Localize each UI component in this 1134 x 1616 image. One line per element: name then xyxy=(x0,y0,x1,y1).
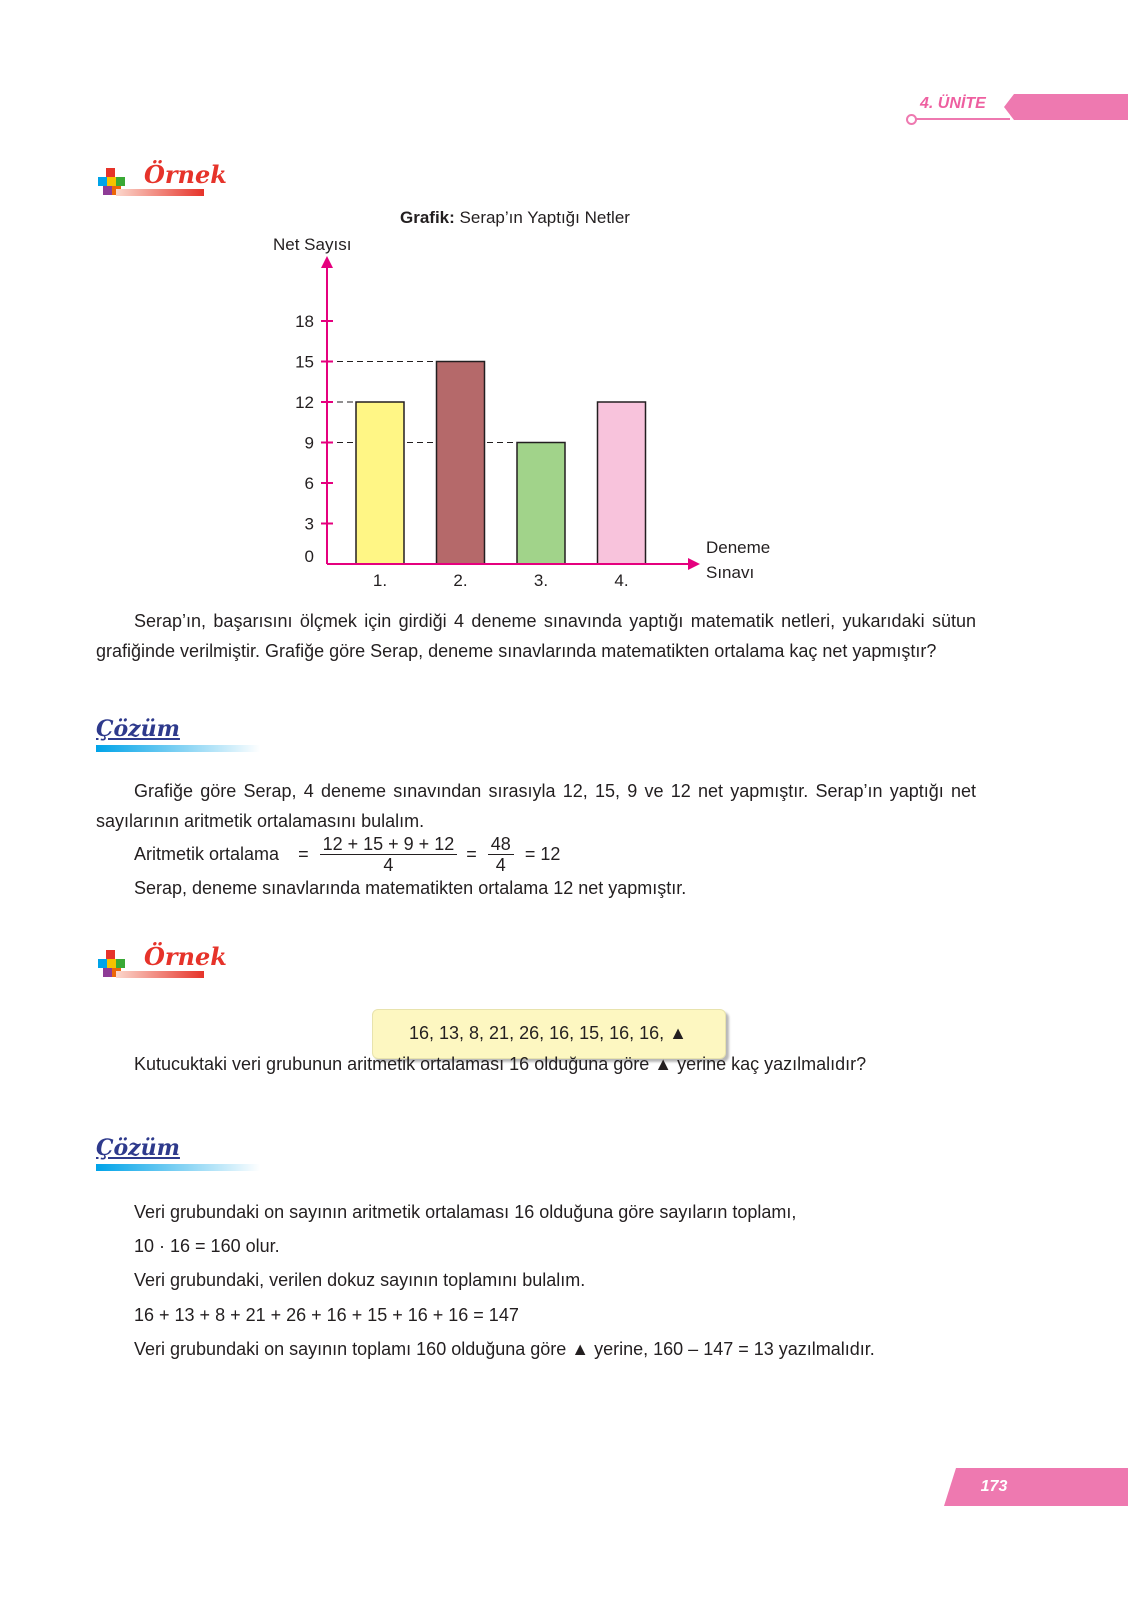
example-1-label: Örnek xyxy=(144,160,227,189)
fraction-total-numerator: 48 xyxy=(488,834,514,855)
solution-2-label: Çözüm xyxy=(96,1135,180,1161)
solution-2-line: Veri grubundaki on sayının aritmetik ortalaması 16 olduğuna göre sayıların toplamı, xyxy=(134,1202,797,1222)
solution-1-text: Grafiğe göre Serap, 4 deneme sınavından sırasıyla 12, 15, 9 ve 12 net yapmıştır. Serap’ın yaptığı net sayılarının aritmetik ortalamasını bulalım. xyxy=(96,781,976,831)
unit-tab-line xyxy=(912,118,1010,120)
y-axis-title: Net Sayısı xyxy=(273,235,352,254)
formula-equals-2: = xyxy=(466,844,477,864)
fraction-sum-denominator: 4 xyxy=(383,855,394,875)
unit-tab-background xyxy=(1004,94,1128,120)
solution-1-body xyxy=(96,776,976,836)
y-tick-label: 6 xyxy=(304,474,314,493)
page-number: 173 xyxy=(980,1478,1008,1495)
solution-2-line: Veri grubundaki on sayının toplamı 160 olduğuna göre ▲ yerine, 160 – 147 = 13 yazılmalıdır. xyxy=(134,1339,875,1359)
y-tick-label: 3 xyxy=(304,514,314,534)
x-category-label: 1. xyxy=(372,571,388,590)
unit-label: 4. ÜNİTE xyxy=(920,95,986,112)
fraction-total-denominator: 4 xyxy=(495,855,506,875)
fraction-sum-numerator: 12 + 15 + 9 + 12 xyxy=(320,834,458,855)
chart-title-bold: Grafik: xyxy=(400,208,455,227)
x-axis-title-line2: Sınavı xyxy=(706,563,755,582)
formula-result: = 12 xyxy=(524,844,561,864)
example-2-question: Kutucuktaki veri grubunun aritmetik ortalaması 16 olduğuna göre ▲ yerine kaç yazılmalıdır? xyxy=(134,1054,867,1074)
y-tick-label: 0 xyxy=(304,547,314,566)
solution-1-underline xyxy=(96,745,260,752)
x-category-label: 3. xyxy=(533,571,549,590)
chart-title-text: Serap’ın Yaptığı Netler xyxy=(454,208,630,227)
bar-chart xyxy=(260,228,820,598)
example-1-question-text: Serap’ın, başarısını ölçmek için girdiği 4 deneme sınavında yaptığı matematik netleri, yukarıdaki sütun grafiğinde verilmiştir. Grafiğe göre Serap, deneme sınavlarında matematikten ortalama kaç net yapmıştır? xyxy=(96,611,976,661)
x-category-label: 4. xyxy=(614,571,629,590)
x-axis-title-line1: Deneme xyxy=(706,538,771,557)
bar-1 xyxy=(356,402,404,564)
solution-1-label: Çözüm xyxy=(96,716,180,742)
bar-3 xyxy=(517,443,565,565)
y-tick-label: 9 xyxy=(304,433,314,453)
formula-equals-1: = xyxy=(298,844,309,864)
y-tick-label: 12 xyxy=(295,393,314,412)
unit-tab-dot xyxy=(906,114,917,125)
solution-2-line: 16 + 13 + 8 + 21 + 26 + 16 + 15 + 16 + 16 = 147 xyxy=(134,1305,519,1325)
example-1-question xyxy=(96,606,976,666)
solution-1-conclusion: Serap, deneme sınavlarında matematikten ortalama 12 net yapmıştır. xyxy=(134,878,687,898)
example-2-label: Örnek xyxy=(144,942,227,971)
y-tick-label: 15 xyxy=(295,352,314,372)
y-tick-label: 18 xyxy=(295,312,314,331)
bar-4 xyxy=(598,402,646,564)
formula-label: Aritmetik ortalama xyxy=(134,844,280,864)
example-2-underline xyxy=(116,971,204,978)
data-box-values: 16, 13, 8, 21, 26, 16, 15, 16, 16, ▲ xyxy=(408,1023,687,1043)
example-1-underline xyxy=(116,189,204,196)
solution-2-line: 10 · 16 = 160 olur. xyxy=(134,1236,280,1256)
mean-formula xyxy=(134,834,560,875)
chart-title xyxy=(400,208,630,228)
solution-2-line: Veri grubundaki, verilen dokuz sayının toplamını bulalım. xyxy=(134,1270,586,1290)
fraction-sum xyxy=(320,834,458,875)
x-category-label: 2. xyxy=(453,571,468,590)
fraction-total xyxy=(488,834,514,875)
bar-2 xyxy=(437,362,485,565)
solution-2-underline xyxy=(96,1164,260,1171)
